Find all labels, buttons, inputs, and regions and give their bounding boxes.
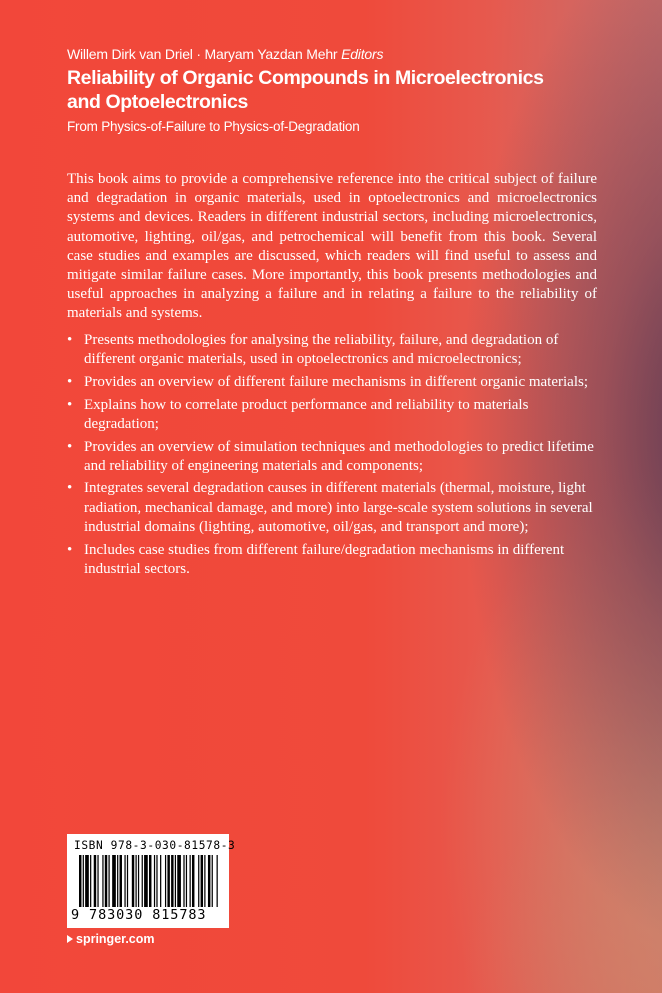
feature-text: Explains how to correlate product performance and reliability to materials degradation; bbox=[84, 396, 529, 432]
book-title: Reliability of Organic Compounds in Microelectronics and Optoelectronics bbox=[67, 67, 544, 113]
barcode-bar bbox=[90, 855, 91, 907]
feature-text: Presents methodologies for analysing the reliability, failure, and degradation of different organic materials, used in optoelectronics and microelectronics; bbox=[84, 332, 559, 368]
barcode-bar bbox=[198, 855, 199, 907]
barcode-bar bbox=[183, 855, 184, 907]
barcode-bar bbox=[83, 855, 84, 907]
isbn-label: ISBN 978-3-030-81578-3 bbox=[74, 839, 236, 852]
cover-header bbox=[67, 45, 627, 136]
publisher-url: springer.com bbox=[76, 932, 155, 946]
feature-text: Includes case studies from different failure/degradation mechanisms in different industrial sectors. bbox=[84, 541, 565, 577]
barcode-bar bbox=[177, 855, 181, 907]
barcode-bar bbox=[120, 855, 122, 907]
bullet-icon: • bbox=[67, 438, 73, 455]
editors-line bbox=[67, 45, 627, 63]
arrow-right-icon bbox=[67, 935, 73, 943]
barcode-bar bbox=[149, 855, 151, 907]
bullet-icon: • bbox=[67, 480, 73, 497]
barcode-bar bbox=[217, 855, 218, 907]
barcode-bar bbox=[108, 855, 109, 907]
editor-names: Willem Dirk van Driel · Maryam Yazdan Mehr bbox=[67, 46, 338, 62]
feature-item bbox=[67, 541, 597, 579]
barcode-bar bbox=[144, 855, 148, 907]
barcode-bar bbox=[94, 855, 96, 907]
feature-item bbox=[67, 396, 597, 434]
book-description: This book aims to provide a comprehensive reference into the critical subject of failure and degradation in organic materials, used in optoelectronics and microelectronics systems and devices. Readers in different industrial sectors, including microelectronics, automotive, lighting, oil/gas, and petrochemical will benefit from this book. Several case studies and examples are discussed, which readers will find useful to assess and mitigate similar failure cases. More importantly, this book presents methodologies and useful approaches in analyzing a failure and in relating a failure to the reliability of materials and systems. bbox=[67, 171, 597, 322]
barcode-bar bbox=[201, 855, 203, 907]
barcode-bar bbox=[192, 855, 194, 907]
barcode-bar bbox=[97, 855, 98, 907]
barcode-bar bbox=[85, 855, 89, 907]
barcode-bar bbox=[105, 855, 107, 907]
barcode-bar bbox=[154, 855, 155, 907]
feature-item bbox=[67, 331, 597, 369]
isbn-barcode bbox=[67, 834, 236, 928]
feature-list bbox=[67, 331, 597, 582]
barcode-bar bbox=[208, 855, 210, 907]
barcode-bar bbox=[117, 855, 118, 907]
barcode-bar bbox=[171, 855, 173, 907]
barcode-bars bbox=[79, 855, 219, 907]
feature-text: Integrates several degradation causes in different materials (thermal, moisture, light radiation, mechanical damage, and more) into large-scale system solutions in several industrial domains (lighting, automotive, oil/gas, and transport and more); bbox=[84, 480, 593, 535]
feature-item bbox=[67, 373, 597, 392]
barcode-bar bbox=[142, 855, 143, 907]
barcode-bar bbox=[204, 855, 205, 907]
feature-text: Provides an overview of different failure mechanisms in different organic materials; bbox=[84, 373, 589, 390]
barcode-bar bbox=[156, 855, 157, 907]
barcode-bar bbox=[212, 855, 213, 907]
barcode-bar bbox=[79, 855, 81, 907]
barcode-bar bbox=[102, 855, 103, 907]
barcode-bar bbox=[167, 855, 169, 907]
bullet-icon: • bbox=[67, 396, 73, 413]
editors-role: Editors bbox=[341, 46, 384, 62]
publisher-link[interactable] bbox=[67, 932, 155, 946]
barcode-bar bbox=[132, 855, 134, 907]
feature-item bbox=[67, 479, 597, 537]
bullet-icon: • bbox=[67, 373, 73, 390]
barcode-bar bbox=[160, 855, 161, 907]
barcode-bar bbox=[127, 855, 128, 907]
barcode-bar bbox=[124, 855, 125, 907]
book-subtitle: From Physics-of-Failure to Physics-of-Degradation bbox=[67, 119, 360, 134]
ean-digits: 9 783030 815783 bbox=[71, 907, 207, 923]
barcode-bar bbox=[175, 855, 176, 907]
bullet-icon: • bbox=[67, 332, 73, 348]
barcode-bar bbox=[186, 855, 187, 907]
barcode-bar bbox=[112, 855, 116, 907]
barcode-bar bbox=[138, 855, 139, 907]
barcode-bar bbox=[190, 855, 191, 907]
bullet-icon: • bbox=[67, 541, 73, 558]
barcode-bar bbox=[135, 855, 136, 907]
barcode-bar bbox=[165, 855, 166, 907]
feature-item bbox=[67, 438, 597, 476]
feature-text: Provides an overview of simulation techniques and methodologies to predict lifetime and reliability of engineering materials and components; bbox=[84, 438, 594, 474]
